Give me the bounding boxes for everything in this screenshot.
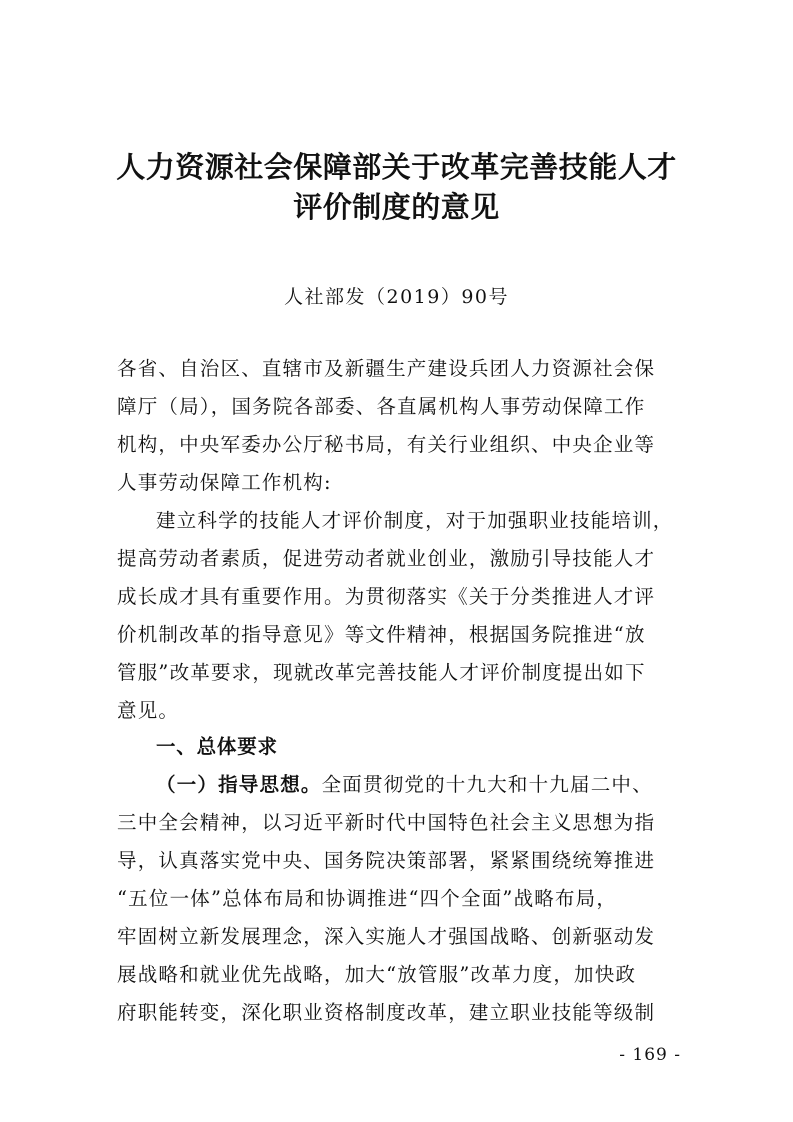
subsection-line-2: 三中全会精神，以习近平新时代中国特色社会主义思想为指 xyxy=(117,811,656,834)
document-title-line-1: 人力资源社会保障部关于改革完善技能人才 xyxy=(116,150,677,184)
intro-line-1: 建立科学的技能人才评价制度，对于加强职业技能培训， xyxy=(156,509,674,532)
subsection-first-line-text: 全面贯彻党的十九大和十九届二中、 xyxy=(321,773,653,796)
intro-line-6: 意见。 xyxy=(117,699,180,722)
addressee-line-4: 人事劳动保障工作机构: xyxy=(117,471,332,494)
subsection-line-6: 展战略和就业优先战略，加大“放管服”改革力度，加快政 xyxy=(117,963,637,986)
page-number: - 169 - xyxy=(619,1045,681,1065)
addressee-line-3: 机构，中央军委办公厅秘书局，有关行业组织、中央企业等 xyxy=(117,433,656,456)
intro-line-2: 提高劳动者素质，促进劳动者就业创业，激励引导技能人才 xyxy=(117,547,656,570)
intro-line-5: 管服”改革要求，现就改革完善技能人才评价制度提出如下 xyxy=(117,661,646,684)
document-title-line-2: 评价制度的意见 xyxy=(293,190,500,224)
intro-line-4: 价机制改革的指导意见》等文件精神，根据国务院推进“放 xyxy=(117,623,646,646)
intro-line-3: 成长成才具有重要作用。为贯彻落实《关于分类推进人才评 xyxy=(117,585,656,608)
addressee-line-2: 障厅（局），国务院各部委、各直属机构人事劳动保障工作 xyxy=(117,395,646,418)
addressee-line-1: 各省、自治区、直辖市及新疆生产建设兵团人力资源社会保 xyxy=(117,357,656,380)
subsection-lead: （一）指导思想。 xyxy=(156,773,322,796)
subsection-guiding-ideology-line-1 xyxy=(156,771,684,799)
section-heading-general-requirements: 一、总体要求 xyxy=(156,735,278,758)
subsection-line-3: 导，认真落实党中央、国务院决策部署，紧紧围绕统筹推进 xyxy=(117,849,656,872)
subsection-line-4: “五位一体”总体布局和协调推进“四个全面”战略布局， xyxy=(117,887,618,910)
document-number: 人社部发（2019）90号 xyxy=(283,286,510,308)
subsection-line-7: 府职能转变，深化职业资格制度改革，建立职业技能等级制 xyxy=(117,1001,656,1024)
subsection-line-5: 牢固树立新发展理念，深入实施人才强国战略、创新驱动发 xyxy=(117,925,656,948)
